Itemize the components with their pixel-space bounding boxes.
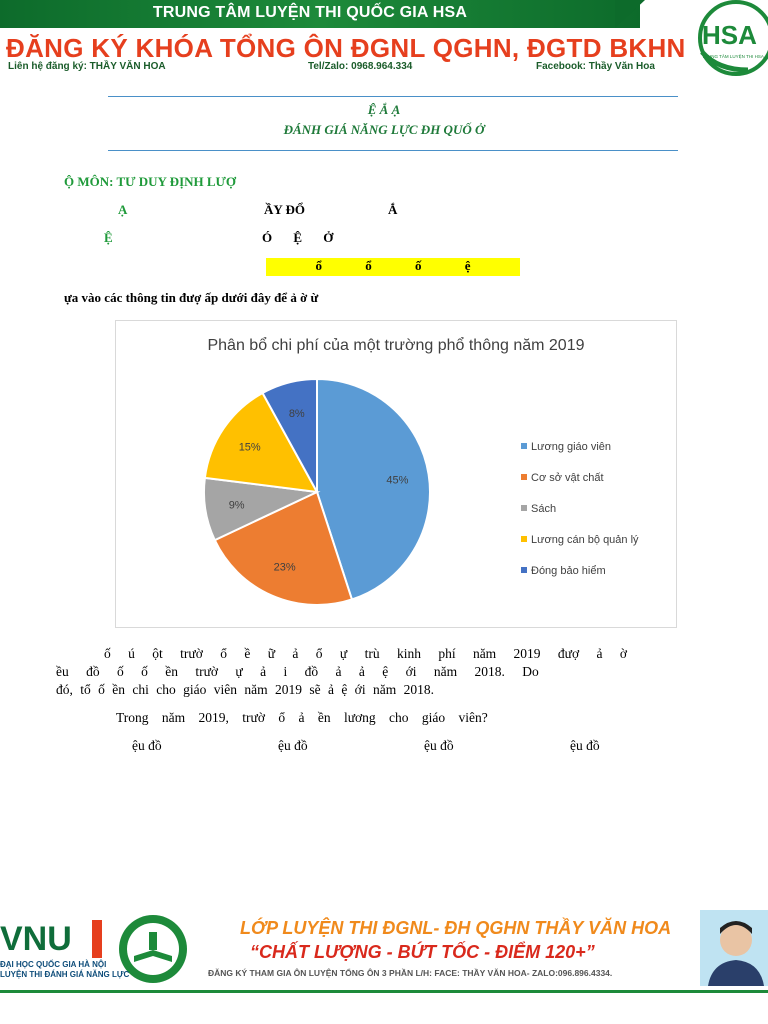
option-a: ệu đồ: [132, 738, 162, 753]
instruction-text: ựa vào các thông tin đượ ấp dưới đây để ả ờ ừ: [64, 290, 319, 305]
footer-line1: LỚP LUYỆN THI ĐGNL- ĐH QGHN THẦY VĂN HOA: [240, 918, 672, 938]
paragraph-line2: ều đồ ố ố ền trườ ự ả i đồ ả ả ệ ới năm 2018. Do: [56, 664, 539, 679]
pie-chart: [116, 321, 676, 627]
pie-label-2: 9%: [228, 499, 245, 512]
legend-label-0: Lương giáo viên: [531, 441, 612, 453]
contact-register: Liên hệ đăng ký: THẦY VĂN HOA: [8, 61, 166, 72]
legend-swatch-3: [521, 536, 527, 542]
line-a3: Ắ: [388, 202, 398, 217]
hsa-logo-sub: TRUNG TÂM LUYỆN THI HSA: [702, 54, 764, 59]
contact-phone: Tel/Zalo: 0968.964.334: [308, 61, 413, 72]
chart-title: Phân bổ chi phí của một trường phổ thông năm 2019: [207, 337, 585, 354]
doc-title-line2: ĐÁNH GIÁ NĂNG LỰC ĐH QUỐ Ở: [283, 122, 485, 137]
hsa-logo: [688, 0, 768, 76]
legend-label-4: Đóng bảo hiểm: [531, 565, 606, 577]
footer-rule: [0, 990, 768, 993]
legend-label-1: Cơ sở vật chất: [531, 472, 604, 484]
legend-swatch-2: [521, 505, 527, 511]
footer-line3: ĐĂNG KÝ THAM GIA ÔN LUYỆN TỔNG ÔN 3 PHẦN L/H: FACE: THẦY VĂN HOA- ZALO:096.896.4334.: [208, 968, 613, 978]
option-b: ệu đồ: [278, 738, 308, 753]
footer-red-tag: [92, 920, 102, 958]
line-b1: Ệ: [104, 230, 113, 245]
line-a2: ẦY ĐỔ: [264, 202, 306, 217]
pie-label-0: 45%: [386, 474, 409, 487]
line-b2: Ó Ệ Ở: [262, 230, 334, 245]
section-heading: Ộ MÔN: TƯ DUY ĐỊNH LƯỢ: [64, 174, 237, 189]
question-text: Trong năm 2019, trườ ổ ả ền lương cho giáo viên?: [116, 710, 488, 725]
center-title: TRUNG TÂM LUYỆN THI QUỐC GIA HSA: [152, 4, 468, 21]
highlight-text: ổ ổ ố ệ: [315, 258, 471, 273]
footer-vnu-sub1: ĐẠI HỌC QUỐC GIA HÀ NỘI: [0, 960, 107, 969]
pie-label-1: 23%: [273, 561, 296, 574]
legend-swatch-1: [521, 474, 527, 480]
footer-vnu-logo: VNU: [0, 920, 72, 958]
legend-label-3: Lương cán bộ quản lý: [531, 534, 639, 546]
paragraph-line1: ố ú ột trườ ổ ề ữ ả ổ ự trù kinh phí năm 2019 đượ ả ờ: [104, 646, 628, 661]
doc-title-line1: Ệ Ắ Ạ: [367, 102, 401, 117]
option-d: ệu đồ: [570, 738, 600, 753]
legend-swatch-0: [521, 443, 527, 449]
pie-label-3: 15%: [238, 441, 261, 454]
title-rule-top: [108, 96, 678, 97]
footer-vnu-sub2: LUYỆN THI ĐÁNH GIÁ NĂNG LỰC: [0, 970, 130, 979]
legend-label-2: Sách: [531, 503, 557, 515]
legend-swatch-4: [521, 567, 527, 573]
line-a1: Ạ: [118, 202, 128, 217]
pie-chart-frame: [115, 320, 677, 628]
option-c: ệu đồ: [424, 738, 454, 753]
header-bar-corner: [615, 0, 645, 28]
footer-line2: “CHẤT LƯỢNG - BỨT TỐC - ĐIỂM 120+”: [250, 942, 595, 962]
main-banner: ĐĂNG KÝ KHÓA TỔNG ÔN ĐGNL QGHN, ĐGTD BKHN: [6, 33, 686, 63]
footer-teacher-avatar: [700, 910, 768, 986]
pie-label-4: 8%: [288, 408, 305, 421]
hsa-logo-text: HSA: [702, 20, 757, 50]
contact-facebook: Facebook: Thầy Văn Hoa: [536, 61, 655, 72]
title-rule-bottom: [108, 150, 678, 151]
paragraph-line3: đó, tổ ố ền chi cho giáo viên năm 2019 sẽ ả ệ ới năm 2018.: [56, 682, 434, 697]
